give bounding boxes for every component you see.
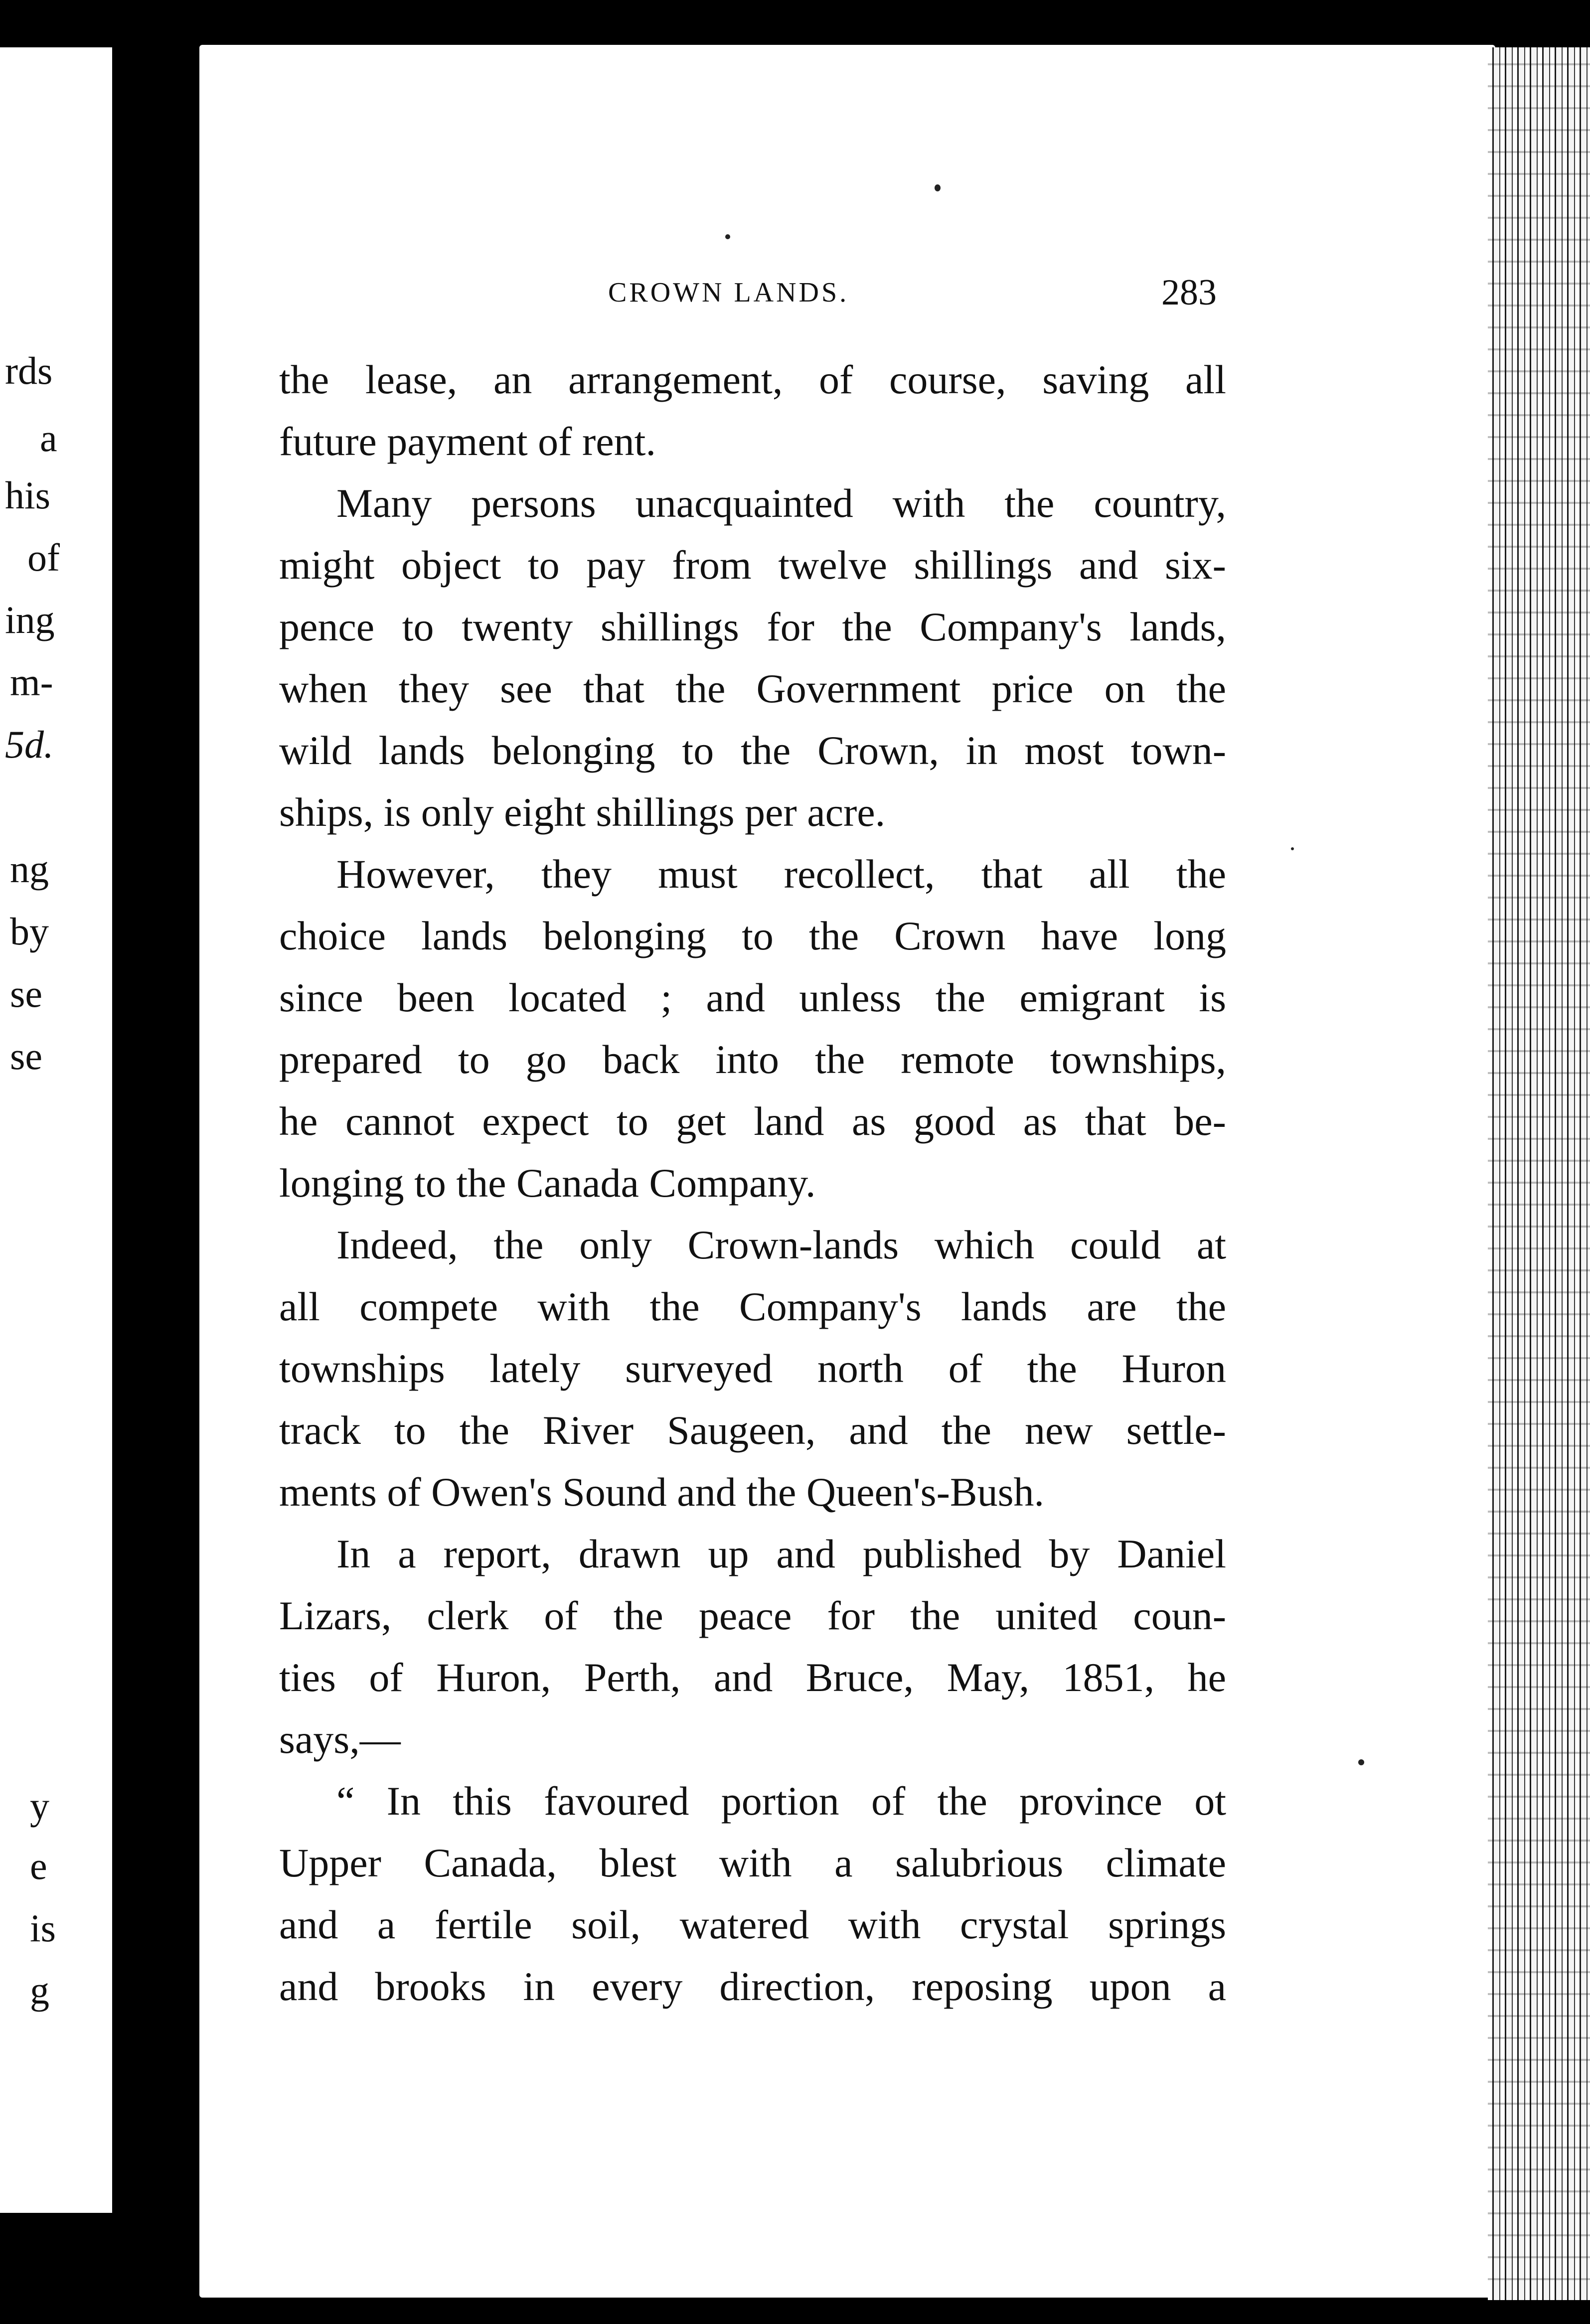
text-line: Upper Canada, blest with a salubrious climate — [279, 1840, 1226, 1885]
prev-page-fragment: ing — [5, 598, 55, 641]
text-line: longing to the Canada Company. — [279, 1160, 816, 1206]
dust-speck — [1358, 1759, 1364, 1765]
prev-page-fragment: y — [30, 1784, 49, 1828]
text-line: choice lands belonging to the Crown have long — [279, 913, 1226, 958]
text-line: track to the River Saugeen, and the new settle- — [279, 1407, 1226, 1453]
paragraph — [279, 1523, 1226, 1770]
text-line: wild lands belonging to the Crown, in most town- — [279, 728, 1226, 773]
text-line: However, they must recollect, that all the — [336, 851, 1226, 897]
text-line: all compete with the Company's lands are the — [279, 1284, 1226, 1329]
dust-speck — [725, 234, 730, 239]
prev-page-fragment: rds — [5, 349, 53, 392]
dust-speck — [935, 184, 941, 191]
text-line: and a fertile soil, watered with crystal springs — [279, 1902, 1226, 1947]
text-line: the lease, an arrangement, of course, saving all — [279, 357, 1226, 402]
text-line: says,— — [279, 1716, 401, 1762]
text-line: townships lately surveyed north of the Huron — [279, 1346, 1226, 1391]
text-line: ments of Owen's Sound and the Queen's-Bush. — [279, 1469, 1044, 1515]
text-line: Many persons unacquainted with the country, — [336, 480, 1226, 526]
paragraph — [279, 1770, 1226, 2017]
prev-page-fragment: m- — [10, 660, 53, 704]
text-line: prepared to go back into the remote townships, — [279, 1037, 1226, 1082]
prev-page-fragment: g — [30, 1969, 49, 2012]
running-head: CROWN LANDS. — [608, 277, 849, 308]
text-line: In a report, drawn up and published by Daniel — [336, 1531, 1226, 1576]
paragraph — [279, 349, 1226, 472]
text-line: future payment of rent. — [279, 419, 656, 464]
prev-page-fragment: is — [30, 1906, 56, 1950]
paragraph — [279, 843, 1226, 1214]
text-line: “ In this favoured portion of the province ot — [336, 1778, 1226, 1824]
prev-page-fragment: of — [27, 536, 60, 579]
text-line: he cannot expect to get land as good as that be- — [279, 1098, 1226, 1144]
paragraph — [279, 472, 1226, 843]
text-line: and brooks in every direction, reposing upon a — [279, 1964, 1226, 2009]
text-line: since been located ; and unless the emigrant is — [279, 975, 1226, 1020]
prev-page-fragment: ng — [10, 847, 49, 891]
text-line: ties of Huron, Perth, and Bruce, May, 1851, he — [279, 1655, 1226, 1700]
prev-page-fragment: se — [10, 1034, 42, 1078]
text-line: Indeed, the only Crown-lands which could at — [336, 1222, 1226, 1267]
text-line: when they see that the Government price on the — [279, 666, 1226, 711]
prev-page-fragment: 5d. — [5, 723, 54, 766]
text-line: Lizars, clerk of the peace for the united coun- — [279, 1593, 1226, 1638]
prev-page-fragment: by — [10, 910, 49, 953]
body-text — [279, 349, 1226, 2017]
prev-page-fragment: e — [30, 1844, 47, 1887]
previous-page-edge — [0, 47, 112, 2213]
prev-page-fragment: his — [5, 473, 51, 517]
text-line: might object to pay from twelve shillings and six- — [279, 542, 1226, 588]
dust-speck — [1291, 847, 1294, 850]
paragraph — [279, 1214, 1226, 1523]
page-stack-edge — [1488, 47, 1590, 2300]
page-number: 283 — [1161, 272, 1217, 313]
text-line: ships, is only eight shillings per acre. — [279, 789, 886, 835]
prev-page-fragment: se — [10, 972, 42, 1015]
text-line: pence to twenty shillings for the Company's lands, — [279, 604, 1226, 649]
prev-page-fragment: a — [40, 416, 57, 460]
